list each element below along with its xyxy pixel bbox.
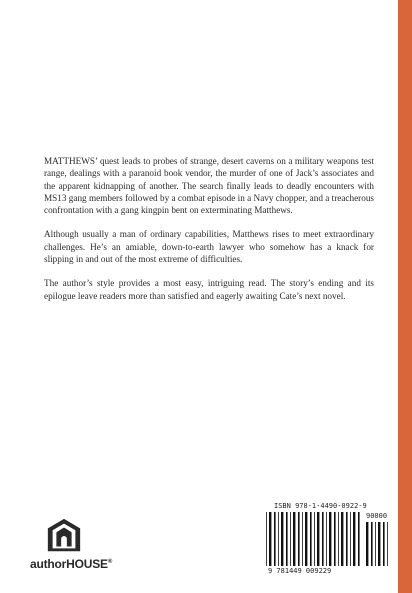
isbn-label: ISBN 978-1-4490-0922-9 [274, 502, 367, 510]
price-code: 90000 [366, 512, 388, 520]
spine-accent-strip [398, 0, 412, 593]
isbn-barcode [266, 502, 394, 576]
blurb-paragraph-3: The author’s style provides a most easy, intriguing read. The story’s ending and its epilogue leave readers more than satisfied and eagerly awaiting Cate’s next novel. [44, 278, 374, 301]
registered-mark: ® [107, 559, 113, 565]
price-barcode-bars [366, 522, 392, 568]
authorhouse-logo-icon [45, 517, 83, 555]
ean-digits: 9 781449 009229 [268, 567, 332, 575]
ean-barcode-bars [266, 512, 362, 568]
blurb-paragraph-1: MATTHEWS’ quest leads to probes of strange, desert caverns on a military weapons test range, dealings with a paranoid book vendor, the murder of one of Jack’s associates and the apparent kidnapping of another. The search finally leads to deadly encounters with MS13 gang members followed by a combat episode in a Navy chopper, and a treacherous confrontation with a gang kingpin bent on exterminating Matthews. [44, 156, 374, 216]
blurb-text [44, 155, 374, 314]
blurb-paragraph-2: Although usually a man of ordinary capabilities, Matthews rises to meet extraordinary challenges. He’s an amiable, down-to-earth lawyer who somehow has a knack for slipping in and out of the most extreme of difficulties. [44, 229, 374, 265]
publisher-name [30, 557, 112, 571]
publisher-logo [30, 517, 120, 573]
publisher-name-text: authorHOUSE [30, 557, 108, 571]
